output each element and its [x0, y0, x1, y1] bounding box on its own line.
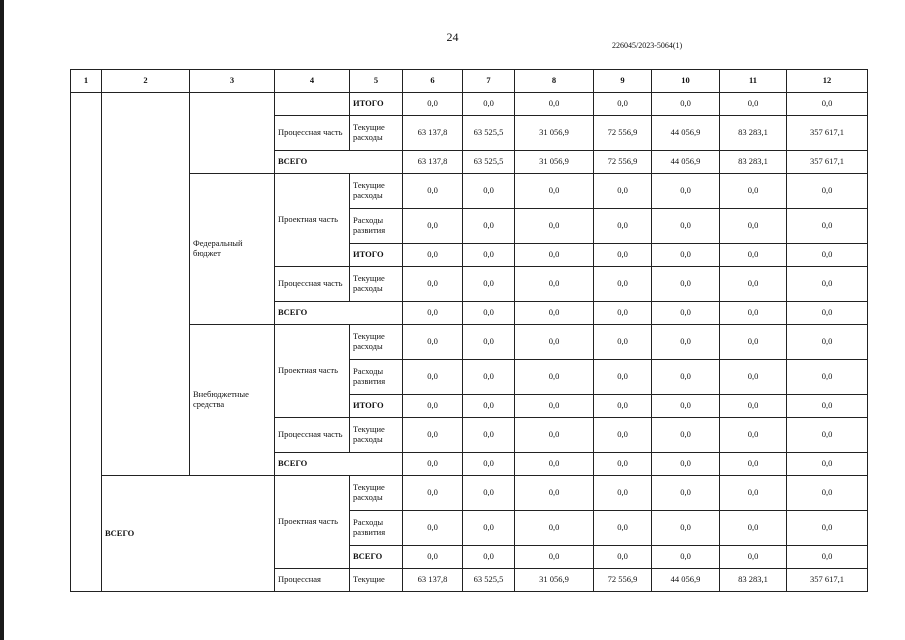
table-row [71, 174, 868, 209]
row-label: Текущие [350, 569, 403, 592]
value-cell: 0,0 [463, 476, 515, 511]
value-cell: 0,0 [403, 360, 463, 395]
row-label: ВСЕГО [275, 453, 403, 476]
header-cell: 6 [403, 70, 463, 93]
table-header-row [71, 70, 868, 93]
part-cell: Процессная часть [275, 116, 350, 151]
table-row [71, 325, 868, 360]
value-cell: 0,0 [515, 244, 594, 267]
value-cell: 0,0 [515, 325, 594, 360]
value-cell: 31 056,9 [515, 569, 594, 592]
value-cell: 0,0 [463, 511, 515, 546]
value-cell: 72 556,9 [594, 116, 652, 151]
value-cell: 0,0 [652, 244, 720, 267]
part-cell [275, 93, 350, 116]
value-cell: 31 056,9 [515, 116, 594, 151]
value-cell: 0,0 [594, 267, 652, 302]
value-cell: 0,0 [515, 93, 594, 116]
value-cell: 63 525,5 [463, 116, 515, 151]
col2-cell [102, 93, 190, 476]
scan-edge [0, 0, 4, 640]
header-cell: 10 [652, 70, 720, 93]
value-cell: 0,0 [594, 360, 652, 395]
row-label: Текущие расходы [350, 325, 403, 360]
value-cell: 0,0 [594, 209, 652, 244]
row-label: Расходы развития [350, 511, 403, 546]
value-cell: 0,0 [463, 546, 515, 569]
value-cell: 0,0 [463, 453, 515, 476]
value-cell: 0,0 [720, 325, 787, 360]
value-cell: 0,0 [515, 476, 594, 511]
value-cell: 0,0 [652, 93, 720, 116]
value-cell: 0,0 [720, 93, 787, 116]
part-cell: Проектная часть [275, 476, 350, 569]
value-cell: 0,0 [515, 360, 594, 395]
value-cell: 0,0 [720, 302, 787, 325]
header-cell: 3 [190, 70, 275, 93]
value-cell: 0,0 [594, 511, 652, 546]
value-cell: 0,0 [787, 360, 868, 395]
value-cell: 0,0 [594, 395, 652, 418]
value-cell: 0,0 [463, 174, 515, 209]
document-id: 226045/2023-5064(1) [612, 41, 683, 50]
value-cell: 31 056,9 [515, 151, 594, 174]
row-label: Текущие расходы [350, 116, 403, 151]
value-cell: 0,0 [515, 418, 594, 453]
part-cell: Процессная часть [275, 267, 350, 302]
value-cell: 0,0 [594, 325, 652, 360]
header-cell: 11 [720, 70, 787, 93]
value-cell: 0,0 [787, 418, 868, 453]
value-cell: 83 283,1 [720, 569, 787, 592]
value-cell: 0,0 [652, 302, 720, 325]
value-cell: 0,0 [720, 209, 787, 244]
value-cell: 0,0 [652, 546, 720, 569]
value-cell: 0,0 [515, 302, 594, 325]
row-label: ВСЕГО [275, 151, 403, 174]
value-cell: 0,0 [403, 395, 463, 418]
value-cell: 0,0 [652, 511, 720, 546]
value-cell: 83 283,1 [720, 116, 787, 151]
col1-cell [71, 93, 102, 592]
value-cell: 44 056,9 [652, 569, 720, 592]
header-cell: 8 [515, 70, 594, 93]
value-cell: 0,0 [787, 174, 868, 209]
value-cell: 0,0 [652, 174, 720, 209]
value-cell: 0,0 [652, 267, 720, 302]
value-cell: 0,0 [787, 511, 868, 546]
value-cell: 63 137,8 [403, 116, 463, 151]
value-cell: 63 137,8 [403, 151, 463, 174]
value-cell: 0,0 [652, 453, 720, 476]
grand-total-label: ВСЕГО [102, 476, 275, 592]
row-label: Текущие расходы [350, 476, 403, 511]
value-cell: 0,0 [403, 267, 463, 302]
value-cell: 0,0 [652, 209, 720, 244]
value-cell: 0,0 [720, 476, 787, 511]
value-cell: 0,0 [720, 511, 787, 546]
col3-cell [190, 93, 275, 174]
value-cell: 0,0 [787, 546, 868, 569]
value-cell: 0,0 [403, 93, 463, 116]
value-cell: 0,0 [515, 209, 594, 244]
value-cell: 357 617,1 [787, 569, 868, 592]
value-cell: 0,0 [515, 395, 594, 418]
value-cell: 0,0 [594, 244, 652, 267]
value-cell: 0,0 [594, 418, 652, 453]
value-cell: 0,0 [720, 546, 787, 569]
row-label: ИТОГО [350, 93, 403, 116]
value-cell: 0,0 [463, 395, 515, 418]
row-label: ИТОГО [350, 244, 403, 267]
table-row [71, 476, 868, 511]
header-cell: 2 [102, 70, 190, 93]
value-cell: 0,0 [652, 476, 720, 511]
value-cell: 0,0 [594, 302, 652, 325]
value-cell: 0,0 [787, 395, 868, 418]
row-label: ВСЕГО [275, 302, 403, 325]
part-cell: Процессная часть [275, 418, 350, 453]
value-cell: 0,0 [463, 93, 515, 116]
source-cell: Внебюджетные средства [190, 325, 275, 476]
value-cell: 0,0 [787, 453, 868, 476]
value-cell: 0,0 [652, 418, 720, 453]
row-label: Расходы развития [350, 360, 403, 395]
value-cell: 0,0 [594, 174, 652, 209]
value-cell: 0,0 [652, 360, 720, 395]
part-cell: Проектная часть [275, 325, 350, 418]
value-cell: 0,0 [403, 209, 463, 244]
value-cell: 0,0 [463, 302, 515, 325]
source-cell: Федеральный бюджет [190, 174, 275, 325]
value-cell: 0,0 [463, 244, 515, 267]
value-cell: 0,0 [787, 325, 868, 360]
value-cell: 72 556,9 [594, 151, 652, 174]
value-cell: 0,0 [515, 174, 594, 209]
value-cell: 0,0 [403, 302, 463, 325]
value-cell: 0,0 [594, 93, 652, 116]
value-cell: 357 617,1 [787, 151, 868, 174]
value-cell: 0,0 [652, 395, 720, 418]
value-cell: 0,0 [515, 267, 594, 302]
value-cell: 0,0 [787, 93, 868, 116]
page-number: 24 [446, 30, 459, 44]
value-cell: 0,0 [787, 267, 868, 302]
value-cell: 0,0 [787, 302, 868, 325]
value-cell: 0,0 [403, 244, 463, 267]
value-cell: 0,0 [463, 360, 515, 395]
value-cell: 0,0 [594, 546, 652, 569]
value-cell: 0,0 [787, 209, 868, 244]
value-cell: 0,0 [720, 360, 787, 395]
value-cell: 83 283,1 [720, 151, 787, 174]
value-cell: 0,0 [515, 546, 594, 569]
budget-table [70, 69, 868, 592]
value-cell: 63 525,5 [463, 569, 515, 592]
value-cell: 0,0 [403, 453, 463, 476]
value-cell: 0,0 [720, 418, 787, 453]
value-cell: 0,0 [403, 476, 463, 511]
value-cell: 0,0 [463, 325, 515, 360]
value-cell: 72 556,9 [594, 569, 652, 592]
value-cell: 0,0 [463, 418, 515, 453]
value-cell: 0,0 [403, 418, 463, 453]
value-cell: 0,0 [403, 325, 463, 360]
value-cell: 357 617,1 [787, 116, 868, 151]
row-label: ВСЕГО [350, 546, 403, 569]
header-cell: 1 [71, 70, 102, 93]
value-cell: 0,0 [594, 476, 652, 511]
value-cell: 0,0 [720, 174, 787, 209]
value-cell: 63 525,5 [463, 151, 515, 174]
value-cell: 0,0 [403, 174, 463, 209]
part-cell: Проектная часть [275, 174, 350, 267]
row-label: Текущие расходы [350, 174, 403, 209]
value-cell: 0,0 [594, 453, 652, 476]
value-cell: 0,0 [652, 325, 720, 360]
header-cell: 5 [350, 70, 403, 93]
row-label: ИТОГО [350, 395, 403, 418]
value-cell: 0,0 [720, 453, 787, 476]
value-cell: 0,0 [515, 453, 594, 476]
header-cell: 4 [275, 70, 350, 93]
value-cell: 0,0 [787, 244, 868, 267]
value-cell: 0,0 [720, 395, 787, 418]
value-cell: 0,0 [403, 546, 463, 569]
row-label: Расходы развития [350, 209, 403, 244]
row-label: Текущие расходы [350, 267, 403, 302]
table-row [71, 93, 868, 116]
header-cell: 9 [594, 70, 652, 93]
value-cell: 0,0 [403, 511, 463, 546]
value-cell: 0,0 [720, 267, 787, 302]
part-cell: Процессная [275, 569, 350, 592]
header-cell: 12 [787, 70, 868, 93]
value-cell: 63 137,8 [403, 569, 463, 592]
value-cell: 0,0 [720, 244, 787, 267]
value-cell: 0,0 [463, 209, 515, 244]
header-cell: 7 [463, 70, 515, 93]
row-label: Текущие расходы [350, 418, 403, 453]
value-cell: 0,0 [515, 511, 594, 546]
value-cell: 44 056,9 [652, 151, 720, 174]
value-cell: 0,0 [463, 267, 515, 302]
value-cell: 44 056,9 [652, 116, 720, 151]
value-cell: 0,0 [787, 476, 868, 511]
